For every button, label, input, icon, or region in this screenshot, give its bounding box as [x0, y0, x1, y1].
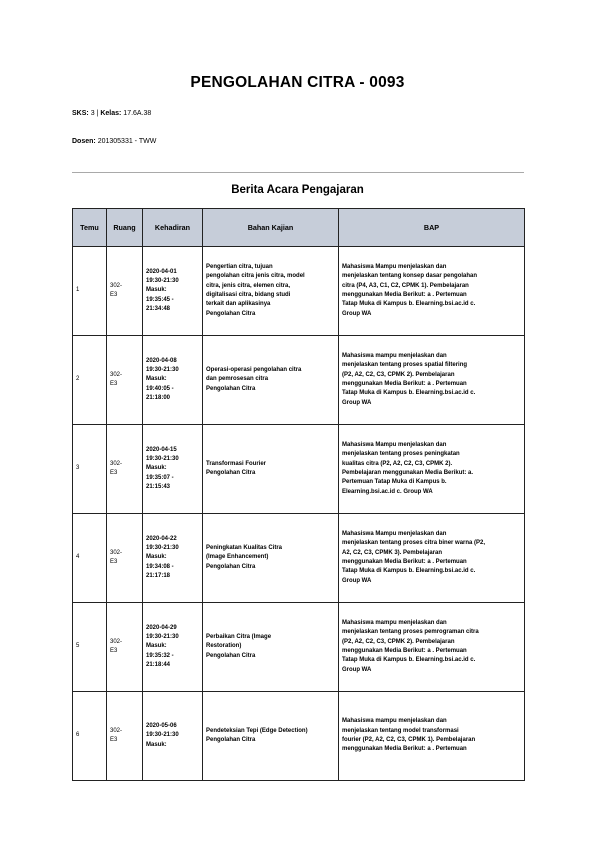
- kehadiran-cell-line: 19:30-21:30: [146, 634, 179, 641]
- temu-cell: 5: [73, 603, 107, 692]
- bap-cell-line: menggunakan Media Berikut: a . Pertemuan: [342, 292, 467, 298]
- bahan-kajian-cell-line: Pengolahan Citra: [206, 310, 256, 317]
- bap-cell-line: menjelaskan tentang proses spatial filtering: [342, 362, 468, 369]
- bap-cell-line: kualitas citra (P2, A2, C2, C3, CPMK 2).: [342, 460, 453, 467]
- bap-cell-line: Mahasiswa mampu menjelaskan dan: [342, 718, 447, 725]
- kehadiran-cell-line: 19:30-21:30: [146, 732, 179, 739]
- dosen-value: 201305331 - TWW: [97, 138, 157, 145]
- page-title: PENGOLAHAN CITRA - 0093: [190, 74, 405, 91]
- bahan-kajian-cell: [203, 514, 339, 603]
- kehadiran-cell-line: 21:17:18: [146, 572, 171, 579]
- kehadiran-cell-line: 19:30-21:30: [146, 367, 179, 374]
- kehadiran-cell-line: 21:15:43: [146, 483, 171, 490]
- kehadiran-cell: [143, 336, 203, 425]
- ruang-cell: [107, 514, 143, 603]
- kehadiran-cell-line: 2020-05-06: [146, 723, 177, 730]
- bahan-kajian-cell-line: Pengolahan Citra: [206, 652, 256, 659]
- table-header-row: [73, 209, 525, 247]
- bahan-kajian-cell-line: citra, jenis citra, elemen citra,: [206, 282, 291, 289]
- bap-cell-line: Mahasiswa Mampu menjelaskan dan: [342, 264, 447, 271]
- kehadiran-cell-line: Masuk:: [146, 554, 167, 561]
- ruang-cell-line: E3: [110, 559, 118, 565]
- bap-cell-line: citra (P4, A3, C1, C2, CPMK 1). Pembelajaran: [342, 282, 469, 289]
- bap-cell: [339, 425, 525, 514]
- bap-cell-line: fourier (P2, A2, C2, C3, CPMK 1). Pembelajaran: [342, 737, 476, 743]
- course-info: [72, 110, 151, 117]
- ruang-cell: [107, 603, 143, 692]
- ruang-cell-line: 302-: [110, 638, 123, 645]
- bap-cell-line: Pertemuan Tatap Muka di Kampus b.: [342, 479, 447, 486]
- kehadiran-cell: [143, 603, 203, 692]
- bap-cell-line: Group WA: [342, 666, 372, 673]
- ruang-cell: [107, 247, 143, 336]
- kehadiran-cell-line: 19:35:32 -: [146, 652, 174, 659]
- kehadiran-cell: [143, 514, 203, 603]
- kehadiran-cell-line: 21:34:48: [146, 305, 171, 312]
- bap-cell: [339, 336, 525, 425]
- table-body: [73, 247, 525, 781]
- table-row: [73, 247, 525, 336]
- bahan-kajian-cell-line: Perbaikan Citra (Image: [206, 634, 272, 641]
- teaching-record-table: [72, 208, 525, 781]
- sks-value: 3: [90, 110, 95, 117]
- ruang-cell: [107, 425, 143, 514]
- bahan-kajian-cell-line: digitalisasi citra, bidang studi: [206, 292, 291, 298]
- bap-cell-line: menjelaskan tentang proses citra biner warna (P2,: [342, 540, 486, 547]
- bap-cell-line: menggunakan Media Berikut: a . Pertemuan: [342, 559, 467, 565]
- bap-cell-line: Group WA: [342, 399, 372, 406]
- table-row: [73, 514, 525, 603]
- bahan-kajian-cell: [203, 336, 339, 425]
- ruang-cell: [107, 692, 143, 781]
- kehadiran-cell-line: Masuk:: [146, 741, 167, 748]
- header-kehadiran: Kehadiran: [143, 209, 203, 247]
- horizontal-divider: [72, 172, 524, 173]
- kelas-label: Kelas:: [100, 110, 122, 117]
- bahan-kajian-cell: [203, 603, 339, 692]
- bap-cell-line: Mahasiswa Mampu menjelaskan dan: [342, 531, 447, 538]
- bahan-kajian-cell-line: Pengolahan Citra: [206, 737, 256, 743]
- bap-cell: [339, 692, 525, 781]
- header-bahan-kajian: Bahan Kajian: [203, 209, 339, 247]
- bap-cell: [339, 514, 525, 603]
- bahan-kajian-cell-line: Peningkatan Kualitas Citra: [206, 545, 283, 552]
- temu-cell: 6: [73, 692, 107, 781]
- kehadiran-cell-line: Masuk:: [146, 287, 167, 294]
- bap-cell-line: Tatap Muka di Kampus b. Elearning.bsi.ac.id c.: [342, 568, 476, 575]
- table-row: [73, 692, 525, 781]
- kehadiran-cell-line: 19:30-21:30: [146, 545, 179, 552]
- bahan-kajian-cell-line: Pengolahan Citra: [206, 563, 256, 570]
- ruang-cell-line: 302-: [110, 282, 123, 289]
- dosen-label: Dosen:: [72, 138, 96, 145]
- kehadiran-cell-line: 21:18:00: [146, 394, 171, 401]
- header-bap: BAP: [339, 209, 525, 247]
- kehadiran-cell-line: 19:30-21:30: [146, 278, 179, 285]
- kehadiran-cell-line: 2020-04-01: [146, 268, 177, 275]
- kehadiran-cell-line: 19:35:07 -: [146, 474, 174, 481]
- bap-cell-line: Tatap Muka di Kampus b. Elearning.bsi.ac.id c.: [342, 657, 476, 664]
- sks-label: SKS:: [72, 110, 89, 117]
- bahan-kajian-cell-line: dan pemrosesan citra: [206, 376, 269, 383]
- bahan-kajian-cell: [203, 247, 339, 336]
- kehadiran-cell: [143, 692, 203, 781]
- temu-cell: 4: [73, 514, 107, 603]
- table-row: [73, 603, 525, 692]
- bap-cell-line: menggunakan Media Berikut: a . Pertemuan: [342, 381, 467, 387]
- kehadiran-cell-line: 19:34:08 -: [146, 563, 174, 570]
- bap-cell-line: Mahasiswa mampu menjelaskan dan: [342, 353, 447, 360]
- ruang-cell-line: 302-: [110, 371, 123, 378]
- table-row: [73, 336, 525, 425]
- bahan-kajian-cell-line: (Image Enhancement): [206, 554, 269, 561]
- bap-cell-line: menggunakan Media Berikut: a . Pertemuan: [342, 746, 467, 753]
- ruang-cell-line: 302-: [110, 727, 123, 734]
- bap-cell-line: Pembelajaran menggunakan Media Berikut: a.: [342, 470, 474, 476]
- bap-cell: [339, 247, 525, 336]
- bap-cell-line: Group WA: [342, 577, 372, 584]
- bap-cell-line: menjelaskan tentang proses peningkatan: [342, 451, 460, 458]
- bap-cell-line: A2, C2, C3, CPMK 3). Pembelajaran: [342, 549, 443, 556]
- temu-cell: 3: [73, 425, 107, 514]
- ruang-cell-line: E3: [110, 292, 118, 298]
- bahan-kajian-cell: [203, 692, 339, 781]
- bahan-kajian-cell-line: Pengolahan Citra: [206, 470, 256, 476]
- bap-cell-line: menjelaskan tentang proses pemrograman citra: [342, 629, 479, 636]
- kehadiran-cell: [143, 425, 203, 514]
- bap-cell-line: menjelaskan tentang model transformasi: [342, 727, 459, 734]
- kehadiran-cell-line: 21:18:44: [146, 661, 171, 668]
- bap-cell-line: Mahasiswa mampu menjelaskan dan: [342, 620, 447, 627]
- bahan-kajian-cell-line: Pengertian citra, tujuan: [206, 264, 273, 271]
- bap-cell-line: menggunakan Media Berikut: a . Pertemuan: [342, 648, 467, 654]
- ruang-cell: [107, 336, 143, 425]
- temu-cell: 1: [73, 247, 107, 336]
- bahan-kajian-cell-line: Transformasi Fourier: [206, 460, 267, 467]
- kehadiran-cell-line: 2020-04-29: [146, 624, 177, 631]
- kehadiran-cell: [143, 247, 203, 336]
- bap-cell-line: (P2, A2, C2, C3, CPMK 2). Pembelajaran: [342, 638, 455, 645]
- kehadiran-cell-line: Masuk:: [146, 376, 167, 383]
- section-title: Berita Acara Pengajaran: [231, 184, 364, 196]
- info-separator: |: [96, 110, 99, 117]
- kelas-value: 17.6A.38: [123, 110, 152, 117]
- temu-cell: 2: [73, 336, 107, 425]
- ruang-cell-line: E3: [110, 737, 118, 743]
- bahan-kajian-cell-line: pengolahan citra jenis citra, model: [206, 273, 305, 280]
- kehadiran-cell-line: 19:40:05 -: [146, 385, 174, 392]
- bap-cell-line: Mahasiswa Mampu menjelaskan dan: [342, 442, 447, 449]
- kehadiran-cell-line: 2020-04-15: [146, 446, 177, 453]
- ruang-cell-line: 302-: [110, 460, 123, 467]
- bap-cell: [339, 603, 525, 692]
- ruang-cell-line: E3: [110, 381, 118, 387]
- bap-cell-line: Group WA: [342, 310, 372, 317]
- bahan-kajian-cell-line: terkait dan aplikasinya: [206, 301, 271, 308]
- bap-cell-line: (P2, A2, C2, C3, CPMK 2). Pembelajaran: [342, 371, 455, 378]
- kehadiran-cell-line: Masuk:: [146, 643, 167, 650]
- bahan-kajian-cell: [203, 425, 339, 514]
- header-ruang: Ruang: [107, 209, 143, 247]
- header-temu: Temu: [73, 209, 107, 247]
- kehadiran-cell-line: 2020-04-22: [146, 535, 177, 542]
- ruang-cell-line: 302-: [110, 549, 123, 556]
- bahan-kajian-cell-line: Operasi-operasi pengolahan citra: [206, 367, 302, 374]
- ruang-cell-line: E3: [110, 470, 118, 476]
- kehadiran-cell-line: 19:30-21:30: [146, 456, 179, 463]
- lecturer-info: [72, 138, 156, 145]
- ruang-cell-line: E3: [110, 648, 118, 654]
- bap-cell-line: menjelaskan tentang konsep dasar pengolahan: [342, 273, 478, 280]
- table-row: [73, 425, 525, 514]
- bahan-kajian-cell-line: Pengolahan Citra: [206, 385, 256, 392]
- kehadiran-cell-line: 19:35:45 -: [146, 296, 174, 303]
- bahan-kajian-cell-line: Pendeteksian Tepi (Edge Detection): [206, 727, 308, 734]
- bahan-kajian-cell-line: Restoration): [206, 643, 242, 650]
- kehadiran-cell-line: 2020-04-08: [146, 357, 177, 364]
- bap-cell-line: Tatap Muka di Kampus b. Elearning.bsi.ac.id c.: [342, 390, 476, 397]
- bap-cell-line: Elearning.bsi.ac.id c. Group WA: [342, 488, 433, 495]
- bap-cell-line: Tatap Muka di Kampus b. Elearning.bsi.ac.id c.: [342, 301, 476, 308]
- kehadiran-cell-line: Masuk:: [146, 465, 167, 472]
